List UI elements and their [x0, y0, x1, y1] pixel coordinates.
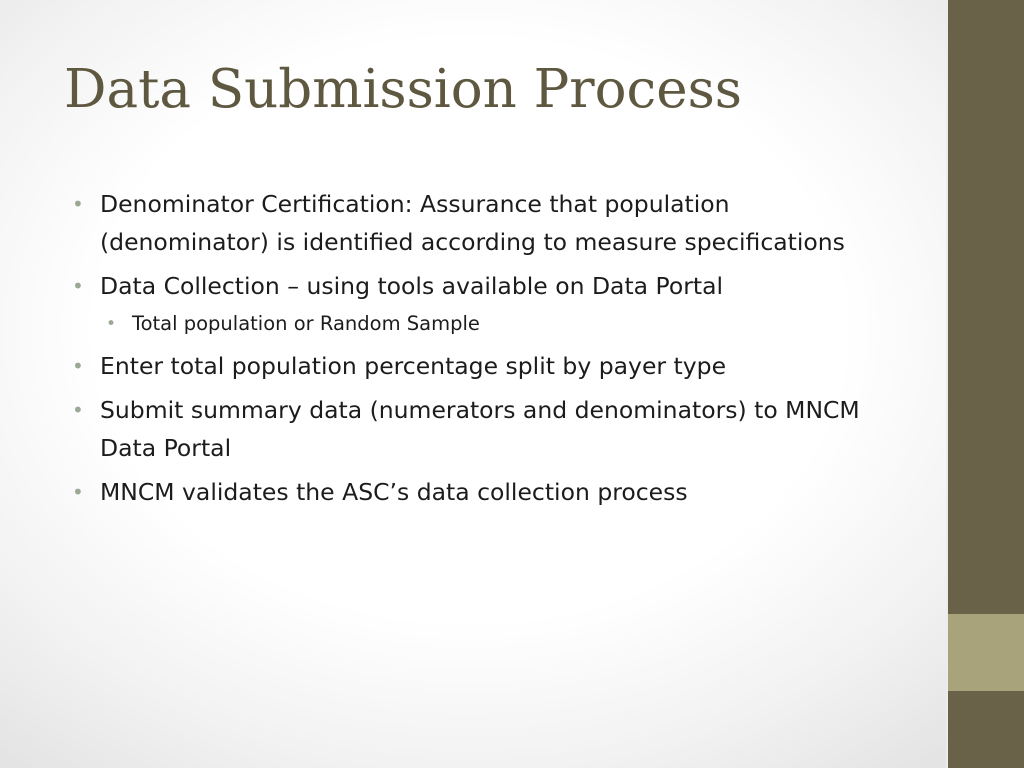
sub-bullet-dot-icon: •	[106, 314, 117, 334]
side-bar-accent	[948, 614, 1024, 691]
bullet-dot-icon: •	[72, 354, 84, 378]
bullet-text: MNCM validates the ASC’s data collection process	[100, 478, 688, 506]
bullet-dot-icon: •	[72, 398, 84, 422]
bullet-text: Denominator Certification: Assurance that population (denominator) is identified according to measure specifications	[100, 190, 845, 256]
bullet-dot-icon: •	[72, 274, 84, 298]
bullet-item-data-collection	[72, 267, 862, 305]
bullet-text: Enter total population percentage split by payer type	[100, 352, 727, 380]
bullet-item-enter-population	[72, 347, 862, 385]
slide-title: Data Submission Process	[64, 59, 743, 120]
sub-bullet-item-total-population	[72, 309, 862, 339]
sub-bullet-text: Total population or Random Sample	[132, 312, 480, 335]
bullet-text: Submit summary data (numerators and denominators) to MNCM Data Portal	[100, 396, 860, 462]
bullet-item-submit-summary	[72, 391, 862, 467]
bullet-dot-icon: •	[72, 192, 84, 216]
bullet-item-denominator-certification	[72, 185, 862, 261]
bullet-list	[72, 185, 862, 517]
bullet-item-mncm-validates	[72, 473, 862, 511]
bullet-dot-icon: •	[72, 480, 84, 504]
bullet-text: Data Collection – using tools available on Data Portal	[100, 272, 724, 300]
